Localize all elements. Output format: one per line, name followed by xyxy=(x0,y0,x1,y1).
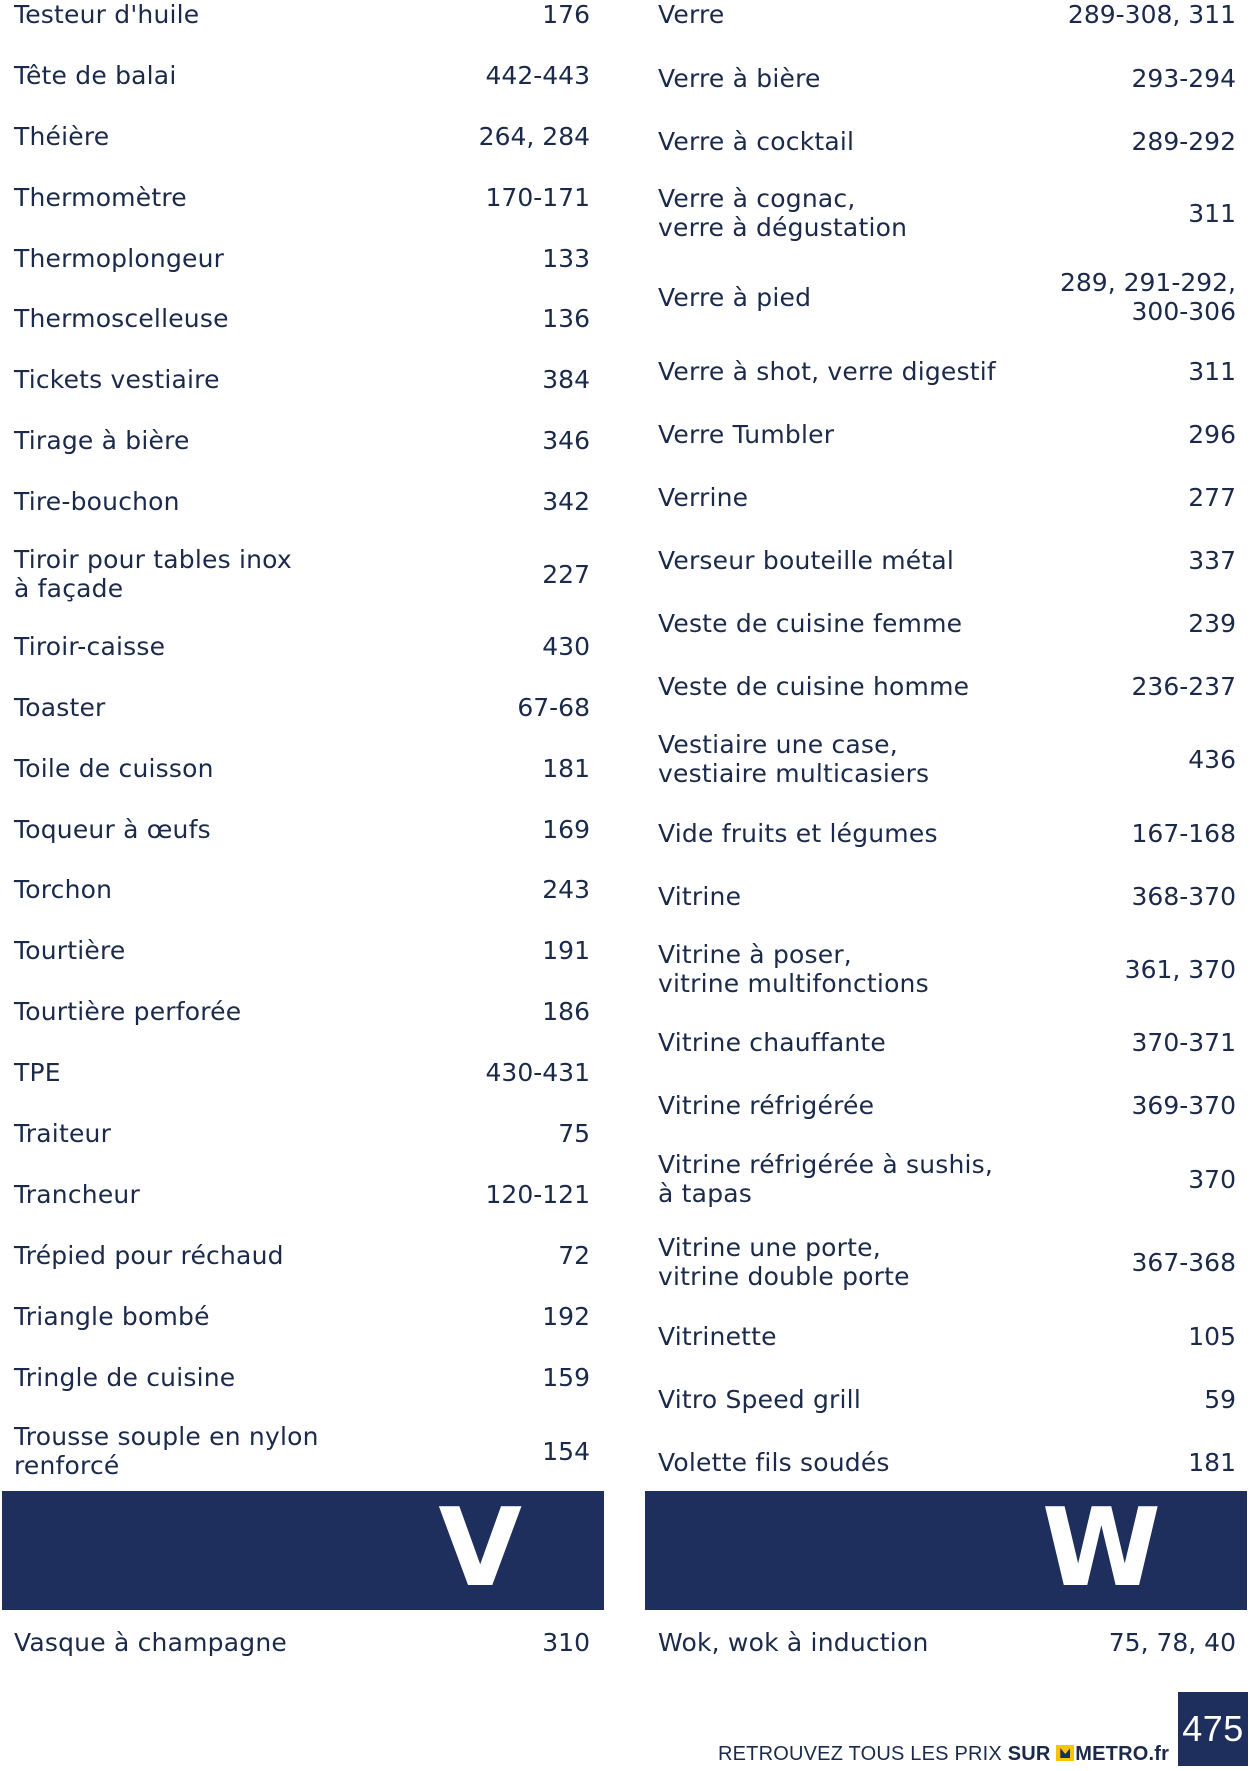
index-entry xyxy=(14,175,590,219)
metro-logo-icon xyxy=(1056,1745,1074,1761)
entry-name: Verre xyxy=(658,0,725,29)
entry-name: Veste de cuisine homme xyxy=(658,671,970,701)
entry-pages: 170-171 xyxy=(485,182,590,212)
entry-pages: 243 xyxy=(542,874,590,904)
entry-pages: 154 xyxy=(542,1436,590,1466)
entry-pages: 384 xyxy=(542,364,590,394)
index-entry xyxy=(658,475,1236,519)
section-letter-w: W xyxy=(1041,1486,1161,1611)
entry-pages: 367-368 xyxy=(1131,1247,1236,1277)
entry-name: Verre à cognac, verre à dégustation xyxy=(658,184,908,242)
entry-name: Toile de cuisson xyxy=(14,753,214,783)
entry-name: Verre Tumbler xyxy=(658,419,835,449)
index-entry xyxy=(14,542,590,606)
entry-name: Trépied pour réchaud xyxy=(14,1240,284,1270)
index-entry xyxy=(14,418,590,462)
index-entry xyxy=(14,357,590,401)
entry-name: Tête de balai xyxy=(14,60,177,90)
entry-name: Trancheur xyxy=(14,1179,140,1209)
index-entry xyxy=(658,1440,1236,1484)
entry-name: Tiroir-caisse xyxy=(14,631,166,661)
entry-name: Vitrine réfrigérée xyxy=(658,1090,875,1120)
entry-pages: 289, 291-292, 300-306 xyxy=(1059,268,1236,326)
entry-pages: 342 xyxy=(542,486,590,516)
entry-name: Wok, wok à induction xyxy=(658,1627,929,1657)
entry-name: Vitrine chauffante xyxy=(658,1027,887,1057)
entry-pages: 67-68 xyxy=(517,692,590,722)
entry-pages: 442-443 xyxy=(485,60,590,90)
entry-pages: 430-431 xyxy=(485,1057,590,1087)
entry-pages: 311 xyxy=(1188,198,1236,228)
index-entry xyxy=(658,265,1236,329)
index-entry xyxy=(14,928,590,972)
entry-pages: 346 xyxy=(542,425,590,455)
entry-name: Toqueur à œufs xyxy=(14,814,211,844)
entry-name: Tourtière xyxy=(14,935,126,965)
index-entry xyxy=(658,349,1236,393)
entry-pages: 289-292 xyxy=(1131,126,1236,156)
entry-pages: 369-370 xyxy=(1131,1090,1236,1120)
entry-pages: 293-294 xyxy=(1131,63,1236,93)
entry-name: Thermoplongeur xyxy=(14,243,225,273)
entry-pages: 75 xyxy=(558,1118,590,1148)
index-entry xyxy=(658,937,1236,1001)
index-entry xyxy=(14,685,590,729)
entry-pages: 105 xyxy=(1188,1321,1236,1351)
index-entry xyxy=(14,0,590,36)
entry-name: Théière xyxy=(14,121,110,151)
section-letter-v: V xyxy=(438,1486,522,1611)
index-entry xyxy=(658,1020,1236,1064)
index-entry xyxy=(14,479,590,523)
entry-name: Tourtière perforée xyxy=(14,996,242,1026)
entry-name: Vide fruits et légumes xyxy=(658,818,938,848)
entry-name: Testeur d'huile xyxy=(14,0,200,29)
index-entry xyxy=(658,1230,1236,1294)
section-header-v xyxy=(2,1486,604,1611)
index-entry xyxy=(14,1294,590,1338)
entry-pages: 370-371 xyxy=(1131,1027,1236,1057)
entry-name: Torchon xyxy=(14,874,113,904)
index-entry xyxy=(14,1419,590,1483)
entry-pages: 310 xyxy=(542,1627,590,1657)
entry-pages: 264, 284 xyxy=(478,121,590,151)
entry-pages: 430 xyxy=(542,631,590,661)
entry-pages: 361, 370 xyxy=(1124,954,1236,984)
entry-name: Traiteur xyxy=(14,1118,112,1148)
entry-pages: 311 xyxy=(1188,356,1236,386)
entry-pages: 72 xyxy=(558,1240,590,1270)
entry-pages: 436 xyxy=(1188,744,1236,774)
entry-name: Toaster xyxy=(14,692,106,722)
entry-name: TPE xyxy=(14,1057,61,1087)
index-entry xyxy=(14,867,590,911)
index-entry xyxy=(14,1620,590,1664)
index-entry xyxy=(14,1050,590,1094)
entry-pages: 289-308, 311 xyxy=(1067,0,1236,29)
entry-pages: 169 xyxy=(542,814,590,844)
entry-name: Verre à pied xyxy=(658,282,812,312)
index-entry xyxy=(14,1355,590,1399)
section-header-w xyxy=(645,1486,1247,1611)
entry-name: Tirage à bière xyxy=(14,425,190,455)
entry-pages: 186 xyxy=(542,996,590,1026)
entry-name: Trousse souple en nylon renforcé xyxy=(14,1422,319,1480)
entry-name: Verre à shot, verre digestif xyxy=(658,356,996,386)
entry-name: Verre à cocktail xyxy=(658,126,855,156)
entry-name: Vitrine xyxy=(658,881,742,911)
index-entry xyxy=(658,412,1236,456)
index-entry xyxy=(14,114,590,158)
entry-name: Verseur bouteille métal xyxy=(658,545,955,575)
entry-pages: 277 xyxy=(1188,482,1236,512)
entry-pages: 227 xyxy=(542,559,590,589)
entry-name: Vestiaire une case, vestiaire multicasiers xyxy=(658,730,930,788)
entry-pages: 296 xyxy=(1188,419,1236,449)
index-entry xyxy=(14,746,590,790)
entry-pages: 192 xyxy=(542,1301,590,1331)
index-entry xyxy=(658,1620,1236,1664)
index-entry xyxy=(14,624,590,668)
entry-name: Thermomètre xyxy=(14,182,187,212)
entry-pages: 337 xyxy=(1188,545,1236,575)
entry-pages: 236-237 xyxy=(1131,671,1236,701)
entry-name: Vitro Speed grill xyxy=(658,1384,861,1414)
index-entry xyxy=(658,56,1236,100)
index-entry xyxy=(658,1377,1236,1421)
entry-pages: 181 xyxy=(1188,1447,1236,1477)
index-entry xyxy=(658,119,1236,163)
index-entry xyxy=(14,1111,590,1155)
entry-name: Tickets vestiaire xyxy=(14,364,220,394)
index-entry xyxy=(14,989,590,1033)
index-entry xyxy=(658,538,1236,582)
index-entry xyxy=(14,807,590,851)
entry-pages: 75, 78, 40 xyxy=(1108,1627,1236,1657)
index-entry xyxy=(658,0,1236,36)
entry-pages: 159 xyxy=(542,1362,590,1392)
entry-name: Vitrine à poser, vitrine multifonctions xyxy=(658,940,929,998)
entry-pages: 239 xyxy=(1188,608,1236,638)
index-entry xyxy=(658,811,1236,855)
entry-name: Triangle bombé xyxy=(14,1301,210,1331)
index-entry xyxy=(14,53,590,97)
entry-pages: 368-370 xyxy=(1131,881,1236,911)
index-entry xyxy=(658,1147,1236,1211)
index-entry xyxy=(658,1083,1236,1127)
entry-pages: 181 xyxy=(542,753,590,783)
entry-name: Vitrinette xyxy=(658,1321,777,1351)
index-entry xyxy=(14,296,590,340)
entry-pages: 133 xyxy=(542,243,590,273)
entry-name: Tiroir pour tables inox à façade xyxy=(14,545,292,603)
entry-name: Tire-bouchon xyxy=(14,486,180,516)
entry-name: Veste de cuisine femme xyxy=(658,608,963,638)
entry-name: Thermoscelleuse xyxy=(14,303,229,333)
index-entry xyxy=(14,1172,590,1216)
index-entry xyxy=(658,601,1236,645)
entry-pages: 191 xyxy=(542,935,590,965)
index-entry xyxy=(658,664,1236,708)
footer-brand: METRO.fr xyxy=(1075,1743,1170,1765)
entry-name: Verrine xyxy=(658,482,749,512)
index-entry xyxy=(658,874,1236,918)
entry-pages: 120-121 xyxy=(485,1179,590,1209)
entry-pages: 136 xyxy=(542,303,590,333)
footer-text-bold: SUR xyxy=(1007,1743,1051,1765)
footer-tagline xyxy=(718,1742,1169,1766)
index-entry xyxy=(14,1233,590,1277)
index-entry xyxy=(14,236,590,280)
entry-name: Verre à bière xyxy=(658,63,821,93)
entry-name: Volette fils soudés xyxy=(658,1447,890,1477)
footer-text-prefix: RETROUVEZ TOUS LES PRIX xyxy=(718,1743,1008,1765)
index-entry xyxy=(658,727,1236,791)
entry-pages: 176 xyxy=(542,0,590,29)
entry-name: Tringle de cuisine xyxy=(14,1362,236,1392)
entry-pages: 59 xyxy=(1204,1384,1236,1414)
index-entry xyxy=(658,181,1236,245)
page-number: 475 xyxy=(1178,1692,1248,1766)
entry-name: Vitrine une porte, vitrine double porte xyxy=(658,1233,910,1291)
entry-name: Vitrine réfrigérée à sushis, à tapas xyxy=(658,1150,994,1208)
entry-pages: 370 xyxy=(1188,1164,1236,1194)
entry-pages: 167-168 xyxy=(1131,818,1236,848)
index-entry xyxy=(658,1314,1236,1358)
entry-name: Vasque à champagne xyxy=(14,1627,287,1657)
